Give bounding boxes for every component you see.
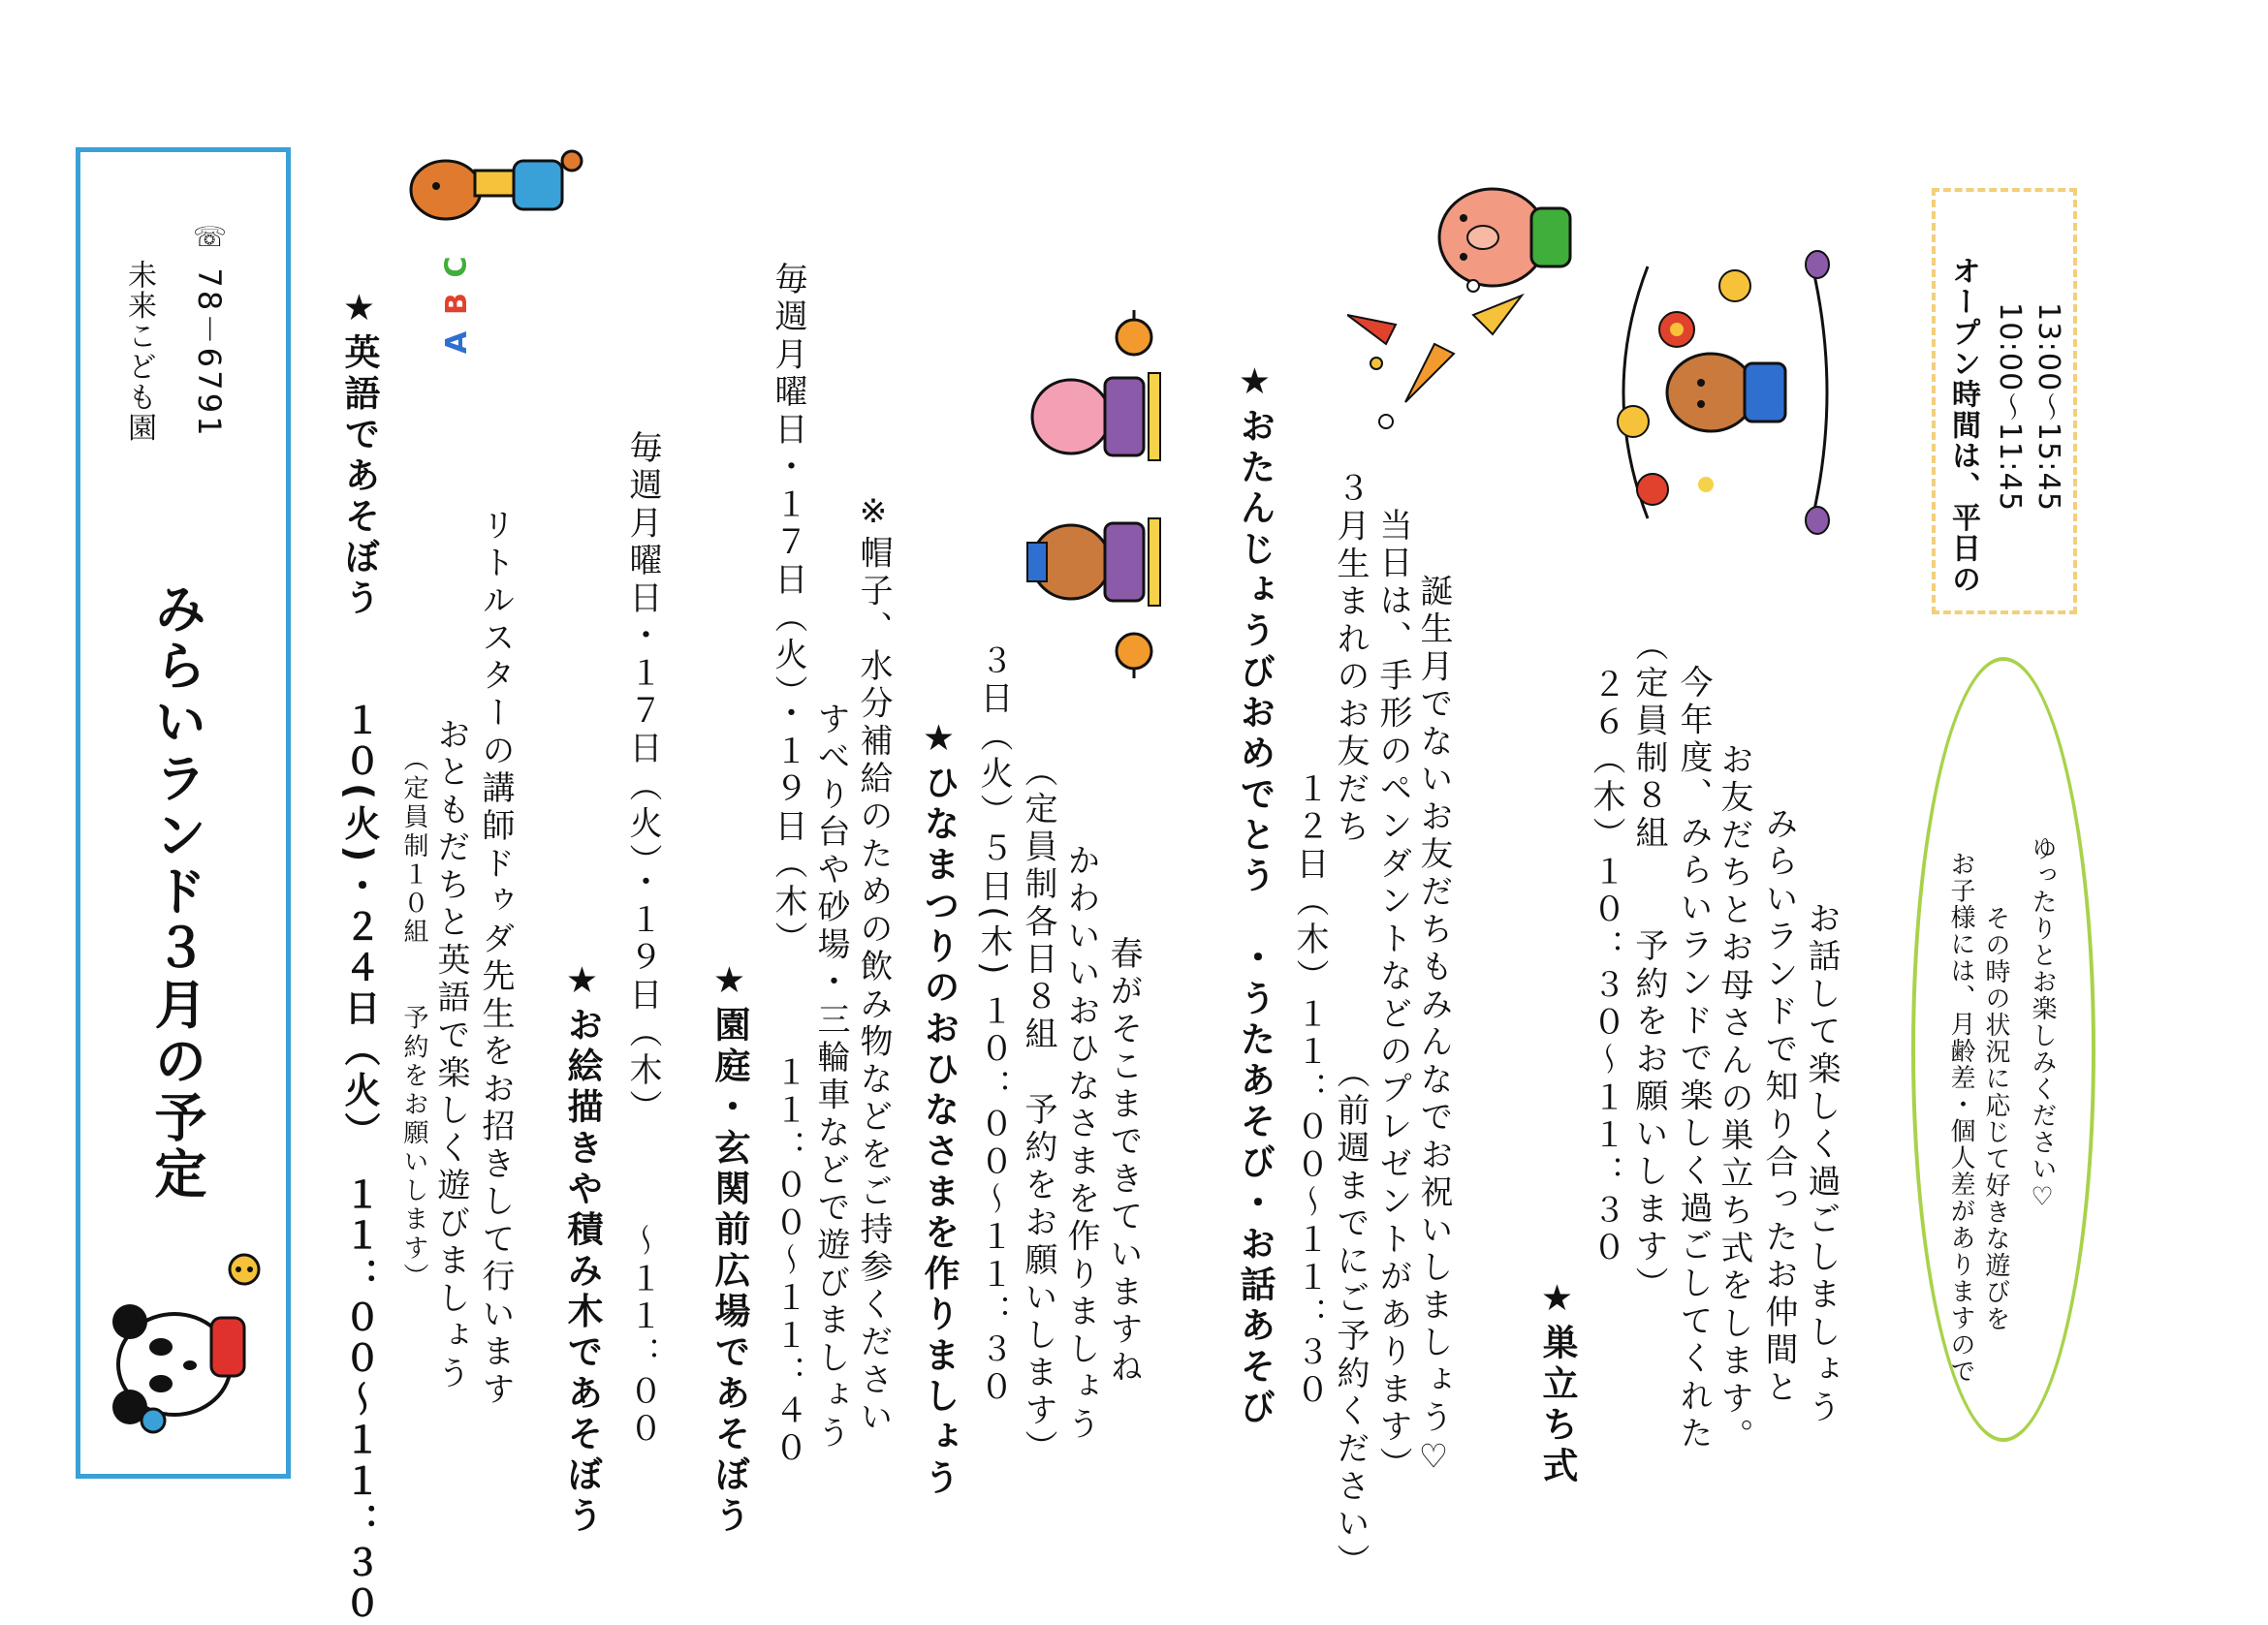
abc-letters xyxy=(436,250,485,366)
event-graduation-line-2: （定員制８組 予約をお願いします） xyxy=(1629,628,1668,1304)
event-garden-line-3: ※帽子、水分補給のための飲み物などをご持参ください xyxy=(854,492,893,1437)
event-hina-line-3: かわいいおひなさまを作りましょう xyxy=(1061,843,1100,1445)
event-hina-line-4: 春がそこまできていますね xyxy=(1104,936,1143,1388)
event-hina-line-1: ３日（火）５日(木) １０：００～１１：３０ xyxy=(974,643,1013,1408)
event-graduation-line-3: 今年度、みらいランドで楽しく過ごしてくれた xyxy=(1674,665,1713,1453)
event-heading-graduation: ★巣立ち式 xyxy=(1536,1277,1578,1487)
event-english-line-1: （定員制１０組 予約をお願いします） xyxy=(399,746,428,1293)
open-hours-heading: オープン時間は、平日の xyxy=(1946,256,1980,595)
event-garden-line-1: 毎週月曜日・１７日（火）・１９日（木） １１：００～１１：４０ xyxy=(769,262,807,1469)
event-heading-drawing: ★お絵描きや積み木であそぼう xyxy=(561,959,603,1538)
hina-doll-icon xyxy=(1018,310,1182,698)
event-graduation-line-1: ２６（木）１０：３０～１１：３０ xyxy=(1587,667,1625,1268)
event-heading-english: ★英語であそぼう １０(火)・２４日（火） １１：００～１１：３０ xyxy=(338,287,380,1625)
phone-icon: ☏ xyxy=(194,221,226,268)
note-line-1: お子様には、月齢差・個人差がありますので xyxy=(1946,851,1975,1386)
splash-icon xyxy=(1347,257,1541,441)
event-birthday-line-2: ３月生まれのお友だち （前週までにご予約ください） xyxy=(1331,471,1370,1581)
abc-letter-c: C xyxy=(439,256,474,278)
event-heading-hina: ★ひなまつりのおひなさまを作りましょう xyxy=(918,717,960,1500)
bear-wreath-icon xyxy=(1599,247,1832,538)
giraffe-icon xyxy=(397,132,591,248)
event-hina-line-2: （定員制各日８組 予約をお願いします） xyxy=(1019,754,1057,1468)
page-title: みらいランド３月の予定 xyxy=(146,581,207,1203)
abc-letter-b: B xyxy=(439,293,474,315)
open-hours-slot-2: 13:00～15:45 xyxy=(2032,302,2065,513)
event-graduation-line-4: お友だちとお母さんの巣立ち式をします。 xyxy=(1715,742,1753,1456)
panda-icon xyxy=(97,1289,262,1434)
phone-number-text: 78－6791 xyxy=(191,267,228,439)
event-birthday-line-1: １２日（木）１１：００～１１：３０ xyxy=(1290,771,1329,1410)
event-graduation-line-5: みらいランドで知り合ったお仲間と xyxy=(1759,806,1798,1408)
note-line-3: ゆったりとお楽しみください♡ xyxy=(2028,835,2057,1213)
event-heading-garden: ★園庭・玄関前広場であそぼう xyxy=(709,959,750,1538)
event-heading-birthday: ★おたんじょうびおめでとう ・うたあそび・お話あそび xyxy=(1234,360,1276,1429)
organization-name: 未来こども園 xyxy=(122,260,156,443)
event-birthday-line-4: 誕生月でないお友だちもみんなでお祝いしましょう♡ xyxy=(1414,574,1453,1482)
note-line-2: その時の状況に応じて好きな遊びを xyxy=(1981,905,2010,1332)
phone-number xyxy=(191,221,228,439)
event-english-line-3: リトルスターの講師ドゥダ先生をお招きして行います xyxy=(476,508,515,1410)
event-drawing-line-1: 毎週月曜日・１７日（火）・１９日（木） ～１１：００ xyxy=(623,430,662,1450)
event-garden-line-2: すべり台や砂場・三輪車などで遊びましょう xyxy=(811,702,850,1453)
event-graduation-line-6: お話して楽しく過ごしましょう xyxy=(1802,901,1841,1427)
abc-letter-a: A xyxy=(440,330,475,355)
open-hours-slot-1: 10:00～11:45 xyxy=(1993,302,2027,513)
event-english-line-2: おともだちと英語で楽しく遊びましょう xyxy=(431,717,470,1393)
ball-icon xyxy=(225,1250,264,1289)
event-birthday-line-3: 当日は、手形のペンダントなどのプレゼントがあります） xyxy=(1373,508,1412,1484)
